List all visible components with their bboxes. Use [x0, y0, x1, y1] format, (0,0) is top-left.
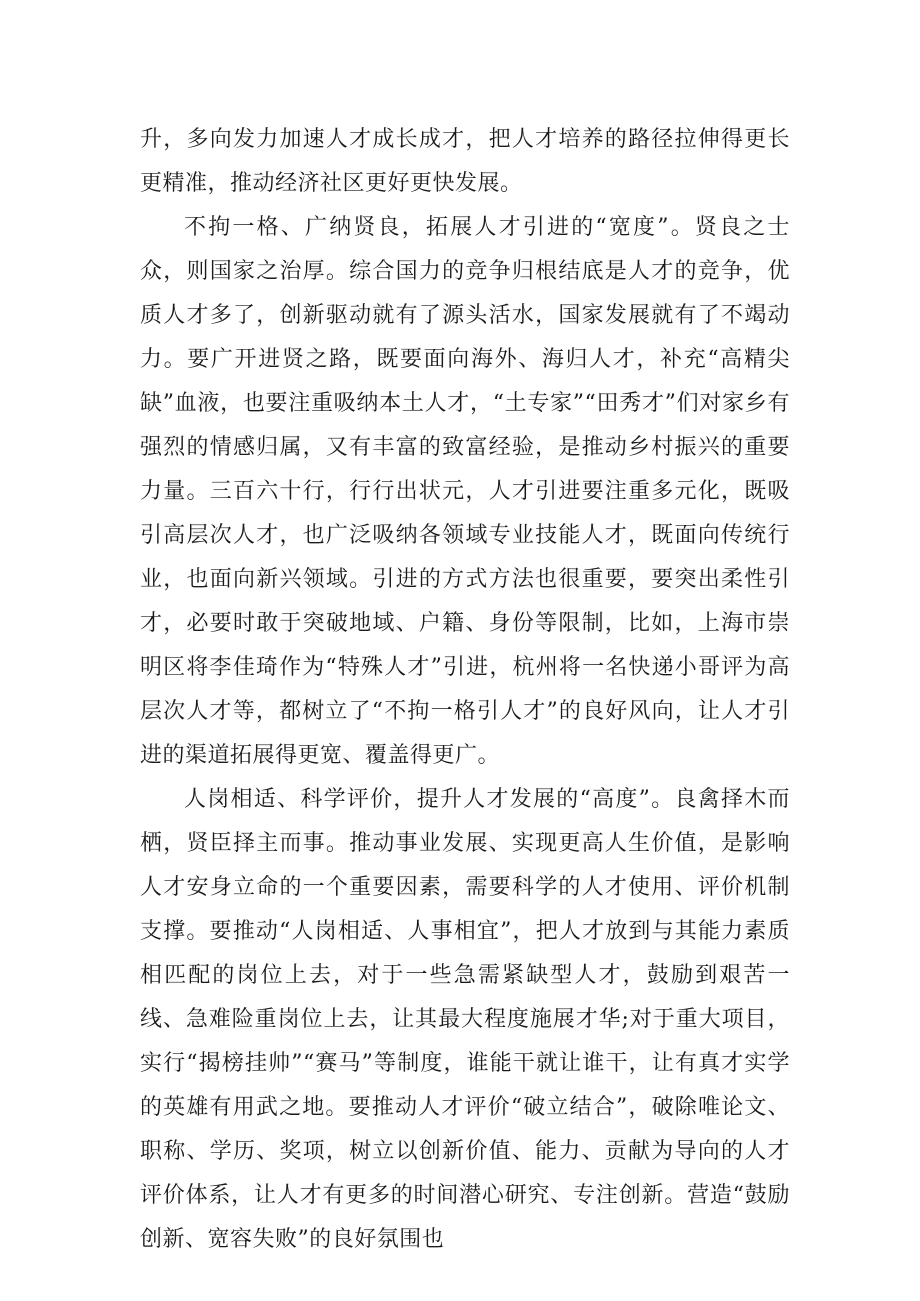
- paragraph-talent-evaluation: 人岗相适、科学评价，提升人才发展的“高度”。良禽择木而栖，贤臣择主而事。推动事业发展、实现更高人生价值，是影响人才安身立命的一个重要因素，需要科学的人才使用、评价机制支撑。要推动“人岗相适、人事相宜”，把人才放到与其能力素质相匹配的岗位上去，对于一些急需紧缺型人才，鼓励到艰苦一线、急难险重岗位上去，让其最大程度施展才华;对于重大项目，实行“揭榜挂帅”“赛马”等制度，谁能干就让谁干，让有真才实学的英雄有用武之地。要推动人才评价“破立结合”，破除唯论文、职称、学历、奖项，树立以创新价值、能力、贡献为导向的人才评价体系，让人才有更多的时间潜心研究、专注创新。营造“鼓励创新、宽容失败”的良好氛围也: [140, 787, 790, 1252]
- paragraph-talent-introduction: 不拘一格、广纳贤良，拓展人才引进的“宽度”。贤良之士众，则国家之治厚。综合国力的竞争归根结底是人才的竞争，优质人才多了，创新驱动就有了源头活水，国家发展就有了不竭动力。要广开进贤之路，既要面向海外、海归人才，补充“高精尖缺”血液，也要注重吸纳本土人才，“土专家”“田秀才”们对家乡有强烈的情感归属，又有丰富的致富经验，是推动乡村振兴的重要力量。三百六十行，行行出状元，人才引进要注重多元化，既吸引高层次人才，也广泛吸纳各领域专业技能人才，既面向传统行业，也面向新兴领域。引进的方式方法也很重要，要突出柔性引才，必要时敢于突破地域、户籍、身份等限制，比如，上海市崇明区将李佳琦作为“特殊人才”引进，杭州将一名快递小哥评为高层次人才等，都树立了“不拘一格引人才”的良好风向，让人才引进的渠道拓展得更宽、覆盖得更广。: [140, 215, 790, 768]
- paragraph-continuation: 升，多向发力加速人才成长成才，把人才培养的路径拉伸得更长更精准，推动经济社区更好更快发展。: [140, 127, 790, 196]
- document-body: [140, 118, 790, 1262]
